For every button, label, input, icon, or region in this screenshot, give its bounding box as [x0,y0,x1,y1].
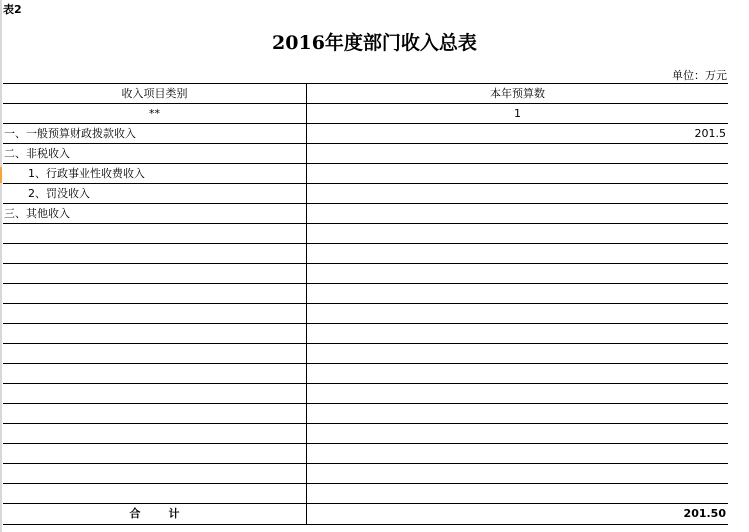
empty-cell[interactable] [3,384,307,403]
subheader-budget[interactable]: 1 [514,107,521,120]
empty-cell[interactable] [3,284,307,303]
empty-cell[interactable] [3,244,307,263]
empty-row [3,424,728,444]
row-value[interactable] [307,204,728,223]
empty-row [3,384,728,404]
table-row [3,144,728,164]
empty-row [3,264,728,284]
row-label[interactable]: 2、罚没收入 [3,184,307,203]
empty-row [3,344,728,364]
empty-cell[interactable] [307,444,728,463]
table-subheader-row [3,104,728,124]
empty-cell[interactable] [307,264,728,283]
empty-cell[interactable] [3,344,307,363]
empty-cell[interactable] [307,484,728,503]
empty-cell[interactable] [3,404,307,423]
empty-cell[interactable] [3,264,307,283]
document-title: 2016年度部门收入总表 [272,32,477,54]
empty-cell[interactable] [3,444,307,463]
active-row-marker [0,167,2,183]
row-label[interactable]: 一、一般预算财政拨款收入 [3,124,307,143]
empty-row [3,404,728,424]
empty-cell[interactable] [3,464,307,483]
empty-cell[interactable] [307,464,728,483]
row-label[interactable]: 1、行政事业性收费收入 [3,164,307,183]
empty-cell[interactable] [3,364,307,383]
empty-cell[interactable] [307,364,728,383]
empty-row [3,304,728,324]
sheet-label: 表2 [3,3,22,16]
total-value[interactable]: 201.50 [683,507,726,520]
header-category[interactable]: 收入项目类别 [3,84,307,103]
empty-row [3,244,728,264]
empty-cell[interactable] [307,344,728,363]
empty-cell[interactable] [307,324,728,343]
table-row [3,204,728,224]
empty-cell[interactable] [307,424,728,443]
empty-row [3,464,728,484]
total-label[interactable]: 合计 [3,504,307,524]
empty-row [3,224,728,244]
row-header-strip [0,0,2,532]
row-label[interactable]: 二、非税收入 [3,144,307,163]
row-value[interactable]: 201.5 [694,127,726,140]
empty-cell[interactable] [307,384,728,403]
row-value[interactable] [307,144,728,163]
income-table [3,83,728,525]
empty-row [3,284,728,304]
row-value[interactable] [307,164,728,183]
empty-cell[interactable] [307,244,728,263]
empty-cell[interactable] [3,324,307,343]
header-budget[interactable]: 本年预算数 [490,87,545,100]
table-row [3,124,728,144]
table-row [3,164,728,184]
empty-cell[interactable] [3,424,307,443]
empty-cell[interactable] [3,484,307,503]
total-row [3,504,728,524]
empty-cell[interactable] [307,224,728,243]
empty-cell[interactable] [3,224,307,243]
unit-label: 单位：万元 [672,69,727,82]
row-label[interactable]: 三、其他收入 [3,204,307,223]
table-header-row [3,84,728,104]
subheader-category[interactable]: ** [3,104,307,123]
empty-cell[interactable] [307,404,728,423]
row-value[interactable] [307,184,728,203]
empty-cell[interactable] [3,304,307,323]
empty-row [3,444,728,464]
empty-cell[interactable] [307,284,728,303]
empty-cell[interactable] [307,304,728,323]
empty-row [3,364,728,384]
empty-row [3,484,728,504]
table-row [3,184,728,204]
empty-row [3,324,728,344]
